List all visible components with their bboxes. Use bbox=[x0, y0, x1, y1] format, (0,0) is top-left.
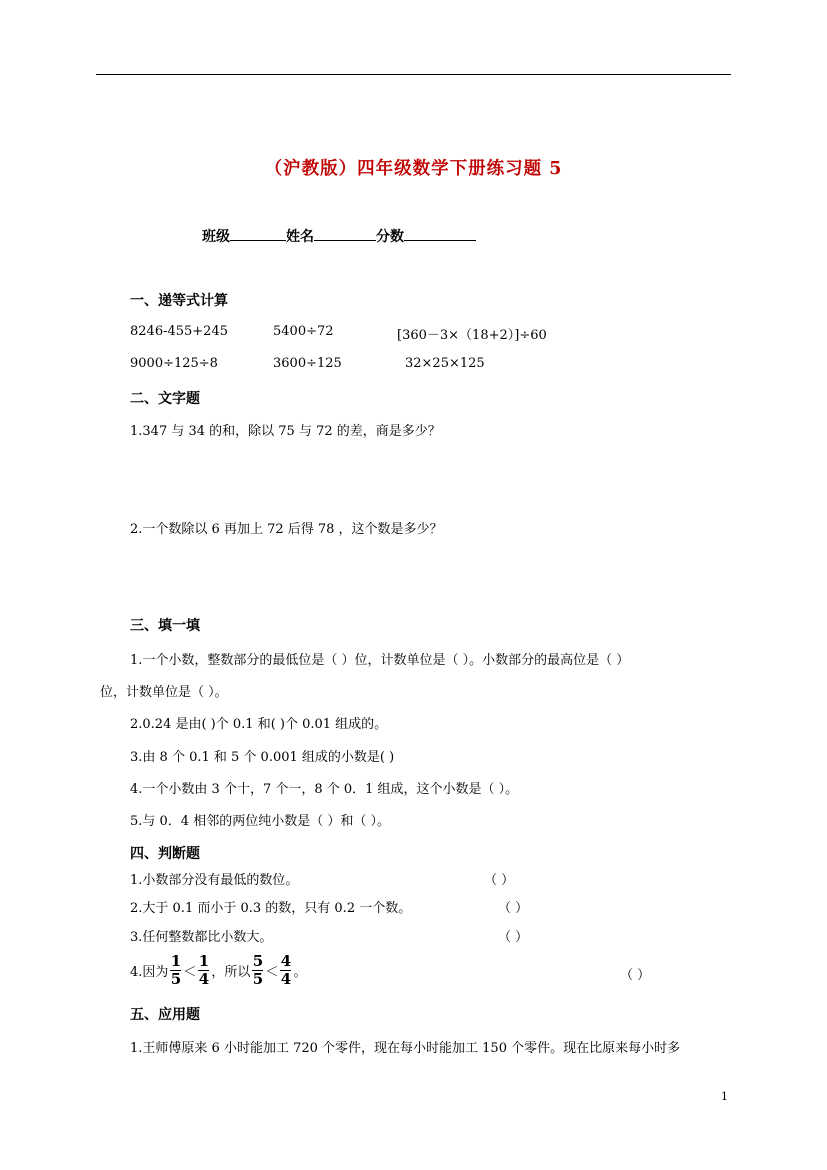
class-blank bbox=[230, 226, 286, 241]
fill-question-4: 4.一个小数由 3 个十，7 个一，8 个 0．1 组成，这个小数是（ ）。 bbox=[130, 782, 519, 797]
judge-q4-end: 。 bbox=[293, 965, 307, 980]
fraction-1-5 bbox=[170, 953, 181, 988]
calc-item-2: 5400÷72 bbox=[273, 324, 334, 339]
fraction-denominator: 4 bbox=[280, 970, 292, 988]
judge-question-4 bbox=[130, 953, 306, 988]
fraction-1-4 bbox=[198, 953, 209, 988]
class-label: 班级 bbox=[202, 229, 230, 245]
page-title: （沪教版）四年级数学下册练习题 5 bbox=[264, 159, 563, 179]
fraction-numerator: 4 bbox=[280, 952, 292, 970]
page-number: 1 bbox=[721, 1090, 728, 1103]
less-than-sign: ＜ bbox=[265, 965, 279, 980]
judge-question-1: 1.小数部分没有最低的数位。 bbox=[130, 873, 299, 888]
calc-item-1: 8246-455+245 bbox=[130, 324, 228, 339]
score-blank bbox=[404, 226, 476, 241]
judge-answer-2: （ ） bbox=[498, 901, 529, 916]
judge-answer-4: （ ） bbox=[620, 968, 651, 983]
fill-question-3: 3.由 8 个 0.1 和 5 个 0.001 组成的小数是( ) bbox=[130, 750, 395, 765]
section-2-heading: 二、文字题 bbox=[130, 391, 200, 407]
fraction-numerator: 1 bbox=[170, 952, 182, 970]
judge-answer-3: （ ） bbox=[498, 930, 529, 945]
judge-question-2: 2.大于 0.1 而小于 0.3 的数，只有 0.2 一个数。 bbox=[130, 901, 412, 916]
fill-question-2: 2.0.24 是由( )个 0.1 和( )个 0.01 组成的。 bbox=[130, 717, 388, 732]
name-label: 姓名 bbox=[286, 229, 314, 245]
judge-question-3: 3.任何整数都比小数大。 bbox=[130, 930, 273, 945]
section-4-heading: 四、判断题 bbox=[130, 846, 200, 862]
calc-item-4: 9000÷125÷8 bbox=[130, 356, 218, 371]
fraction-numerator: 5 bbox=[252, 952, 264, 970]
fraction-5-5 bbox=[252, 953, 263, 988]
calc-item-6: 32×25×125 bbox=[405, 356, 485, 371]
judge-q4-middle: ，所以 bbox=[211, 965, 251, 980]
fraction-4-4 bbox=[280, 953, 291, 988]
fill-question-5: 5.与 0．4 相邻的两位纯小数是（ ）和（ ）。 bbox=[130, 814, 390, 829]
fraction-denominator: 5 bbox=[170, 970, 182, 988]
fill-question-1b: 位，计数单位是（ ）。 bbox=[100, 685, 228, 700]
less-than-sign: ＜ bbox=[183, 965, 197, 980]
calc-item-3: [360－3×（18+2）]÷60 bbox=[397, 328, 547, 343]
calc-item-5: 3600÷125 bbox=[273, 356, 342, 371]
word-problem-1: 1.347 与 34 的和，除以 75 与 72 的差，商是多少？ bbox=[130, 424, 441, 439]
section-1-heading: 一、递等式计算 bbox=[130, 293, 228, 309]
name-blank bbox=[314, 226, 376, 241]
score-label: 分数 bbox=[376, 229, 404, 245]
application-question-1: 1.王师傅原来 6 小时能加工 720 个零件，现在每小时能加工 150 个零件。现在比原来每小时多 bbox=[130, 1041, 681, 1056]
fraction-denominator: 4 bbox=[198, 970, 210, 988]
student-info-line bbox=[202, 226, 476, 246]
fill-question-1a: 1.一个小数，整数部分的最低位是（ ）位，计数单位是（ ）。小数部分的最高位是（ ） bbox=[130, 653, 630, 668]
judge-answer-1: （ ） bbox=[484, 873, 515, 888]
judge-q4-prefix: 4.因为 bbox=[130, 965, 169, 980]
header-rule bbox=[96, 74, 731, 75]
fraction-numerator: 1 bbox=[198, 952, 210, 970]
section-5-heading: 五、应用题 bbox=[130, 1007, 200, 1023]
fraction-denominator: 5 bbox=[252, 970, 264, 988]
section-3-heading: 三、填一填 bbox=[130, 618, 200, 634]
word-problem-2: 2.一个数除以 6 再加上 72 后得 78 ，这个数是多少？ bbox=[130, 522, 443, 537]
